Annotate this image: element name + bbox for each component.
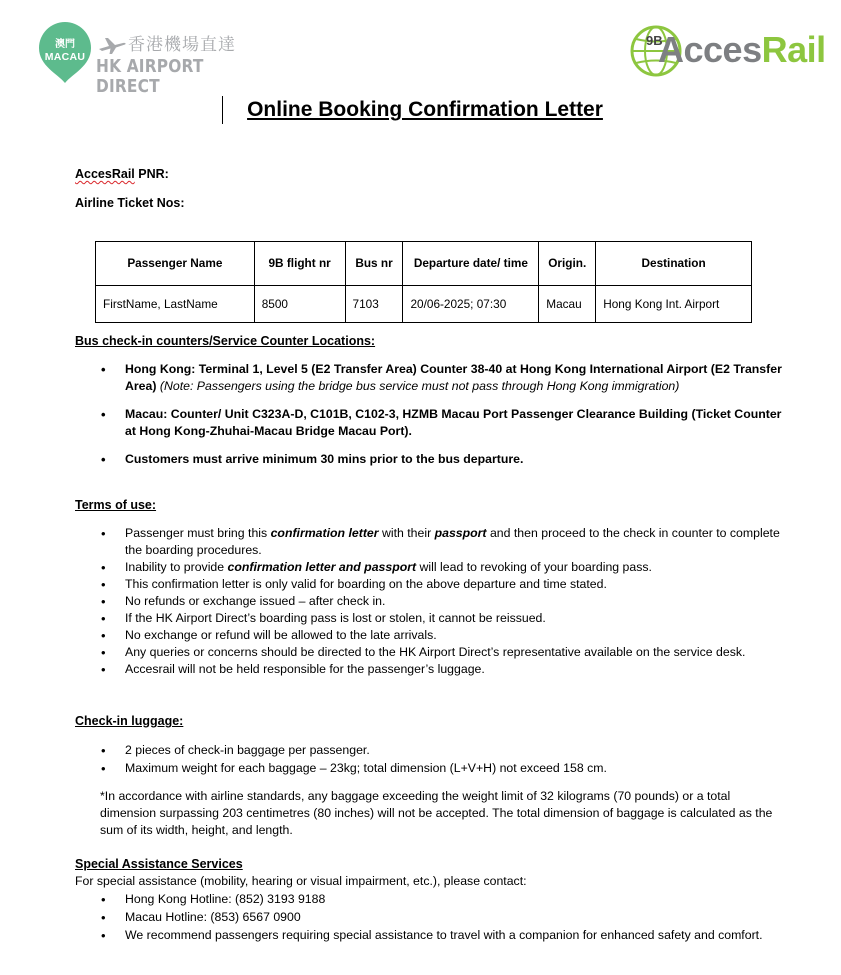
bullet: • <box>101 577 106 592</box>
bullet: • <box>101 662 106 677</box>
list-item <box>75 593 785 610</box>
table-row <box>96 286 752 323</box>
header-departure: Departure date/ time <box>403 242 539 286</box>
terms-heading: Terms of use: <box>75 498 157 512</box>
accesrail-wordmark-rail: Rail <box>761 29 826 70</box>
header-destination: Destination <box>596 242 752 286</box>
term-2-a: Inability to provide <box>125 560 228 574</box>
macau-chinese-text: 澳門 <box>55 39 75 50</box>
list-item <box>75 644 785 661</box>
bullet: • <box>101 560 106 575</box>
bullet: • <box>101 611 106 626</box>
counters-heading: Bus check-in counters/Service Counter Locations: <box>75 334 376 348</box>
cell-destination: Hong Kong Int. Airport <box>596 286 752 323</box>
hk-airport-direct-chinese: 香港機場直達 <box>128 35 236 55</box>
term-1-b: confirmation letter <box>270 526 379 540</box>
ticket-label: Airline Ticket Nos: <box>75 196 185 210</box>
header-flight-nr: 9B flight nr <box>254 242 345 286</box>
list-item <box>75 361 785 395</box>
assistance-heading: Special Assistance Services <box>75 857 243 871</box>
luggage-2: Maximum weight for each baggage – 23kg; total dimension (L+V+H) not exceed 158 cm. <box>125 761 607 775</box>
term-3: This confirmation letter is only valid for boarding on the above departure and time stated. <box>125 577 607 591</box>
counters-list <box>75 361 785 468</box>
list-item <box>75 760 785 777</box>
cell-passenger-name: FirstName, LastName <box>96 286 255 323</box>
term-2-b: confirmation letter and passport <box>227 560 417 574</box>
pnr-label-brand: AccesRail <box>75 167 135 181</box>
luggage-list <box>75 742 785 777</box>
luggage-heading: Check-in luggage: <box>75 714 184 728</box>
page-title: Online Booking Confirmation Letter <box>247 98 603 121</box>
assistance-list <box>75 891 785 944</box>
list-item <box>75 661 785 678</box>
list-item <box>75 909 785 926</box>
cell-flight-nr: 8500 <box>254 286 345 323</box>
counter-hong-kong: Hong Kong: Terminal 1, Level 5 (E2 Transfer Area) Counter 38-40 at Hong Kong International Airport (E2 Transfer Area) <box>125 362 782 393</box>
term-1-a: Passenger must bring this <box>125 526 271 540</box>
bullet: • <box>101 628 106 643</box>
airplane-icon <box>97 35 127 55</box>
bullet: • <box>101 452 106 467</box>
term-8: Accesrail will not be held responsible for the passenger’s luggage. <box>125 662 485 676</box>
cell-bus-nr: 7103 <box>345 286 403 323</box>
bullet: • <box>101 362 106 377</box>
counter-macau: Macau: Counter/ Unit C323A-D, C101B, C102-3, HZMB Macau Port Passenger Clearance Building (Ticket Counter at Hong Kong-Zhuhai-Macau Bridge Macau Port). <box>125 407 782 438</box>
accesrail-wordmark-acces: Acces <box>658 29 762 70</box>
bullet: • <box>101 928 106 943</box>
header-bus-nr: Bus nr <box>345 242 403 286</box>
list-item <box>75 559 785 576</box>
list-item <box>75 927 785 944</box>
terms-list <box>75 525 785 678</box>
bullet: • <box>101 910 106 925</box>
cell-origin: Macau <box>539 286 596 323</box>
bullet: • <box>101 407 106 422</box>
bullet: • <box>101 645 106 660</box>
hotline-macau: Macau Hotline: (853) 6567 0900 <box>125 910 301 924</box>
list-item <box>75 451 785 468</box>
bullet: • <box>101 526 106 541</box>
assistance-recommendation: We recommend passengers requiring special assistance to travel with a companion for enhanced safety and comfort. <box>125 928 763 942</box>
header-origin: Origin. <box>539 242 596 286</box>
bullet: • <box>101 743 106 758</box>
arrival-requirement: Customers must arrive minimum 30 mins prior to the bus departure. <box>125 452 524 466</box>
accesrail-wordmark <box>658 30 826 70</box>
counter-hong-kong-note: (Note: Passengers using the bridge bus service must not pass through Hong Kong immigration) <box>159 379 680 393</box>
list-item <box>75 627 785 644</box>
term-2-c: will lead to revoking of your boarding pass. <box>416 560 652 574</box>
pnr-label-suffix: PNR: <box>134 167 169 181</box>
bullet: • <box>101 594 106 609</box>
list-item <box>75 742 785 759</box>
list-item <box>75 891 785 908</box>
accesrail-logo <box>630 24 830 80</box>
list-item <box>75 525 785 559</box>
list-item <box>75 576 785 593</box>
term-1-c: with their <box>378 526 435 540</box>
term-6: No exchange or refund will be allowed to the late arrivals. <box>125 628 437 642</box>
header-passenger-name: Passenger Name <box>96 242 255 286</box>
pnr-label <box>75 166 169 183</box>
list-item <box>75 406 785 440</box>
term-1-e: and then proceed to the check in counter to complete the boarding procedures. <box>125 526 780 557</box>
accesrail-code: 9B <box>646 33 663 48</box>
hotline-hong-kong: Hong Kong Hotline: (852) 3193 9188 <box>125 892 326 906</box>
bullet: • <box>101 761 106 776</box>
list-item <box>75 610 785 627</box>
term-7: Any queries or concerns should be directed to the HK Airport Direct’s representative available on the service desk. <box>125 645 746 659</box>
assistance-intro: For special assistance (mobility, hearing or visual impairment, etc.), please contact: <box>75 874 527 888</box>
term-5: If the HK Airport Direct’s boarding pass is lost or stolen, it cannot be reissued. <box>125 611 546 625</box>
macau-english-text: MACAU <box>44 51 86 63</box>
term-1-d: passport <box>434 526 487 540</box>
hk-airport-direct-english: HK AIRPORT DIRECT <box>96 57 204 97</box>
cell-departure: 20/06-2025; 07:30 <box>403 286 539 323</box>
passenger-table <box>95 241 752 323</box>
hk-airport-direct-logo <box>38 22 238 97</box>
luggage-note: *In accordance with airline standards, any baggage exceeding the weight limit of 32 kilograms (70 pounds) or a total dimension surpassing 203 centimetres (80 inches) will not be accepted. The total dimension of baggage is calculated as the sum of its width, height, and length. <box>100 789 773 837</box>
table-header-row <box>96 242 752 286</box>
bullet: • <box>101 892 106 907</box>
luggage-1: 2 pieces of check-in baggage per passenger. <box>125 743 370 757</box>
term-4: No refunds or exchange issued – after check in. <box>125 594 386 608</box>
